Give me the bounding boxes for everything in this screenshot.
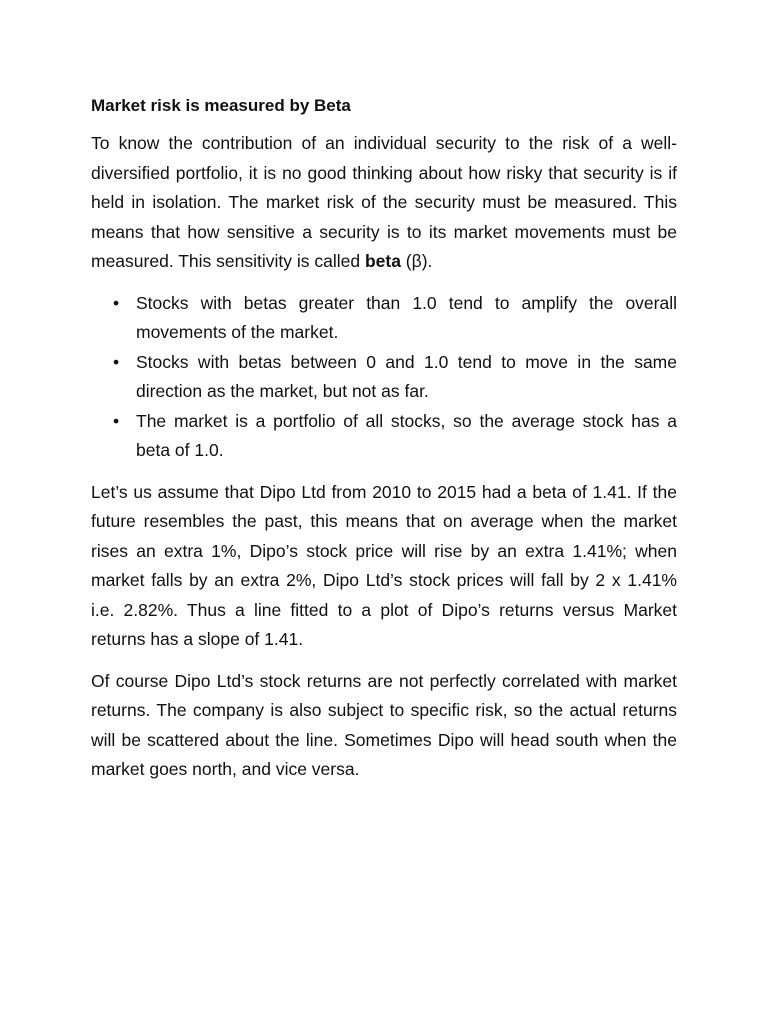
beta-term: beta bbox=[364, 251, 401, 271]
bullet-icon: • bbox=[113, 410, 120, 431]
intro-text: To know the contribution of an individual security to the risk of a well-diversified portfolio, it is no good thinking about how risky that security is if held in isolation. The market risk of the security must be measured. This means that how sensitive a security is to its market movements must be measured. This sensitivity is called bbox=[91, 133, 677, 271]
list-item bbox=[91, 407, 677, 466]
list-item-text: The market is a portfolio of all stocks, so the average stock has a beta of 1.0. bbox=[136, 410, 677, 460]
closing-paragraph: Of course Dipo Ltd’s stock returns are not perfectly correlated with market returns. The company is also subject to specific risk, so the actual returns will be scattered about the line. Sometimes Dipo will head south when the market goes north, and vice versa. bbox=[91, 670, 677, 779]
intro-paragraph bbox=[91, 129, 677, 277]
bullet-icon: • bbox=[113, 292, 120, 313]
list-item bbox=[91, 348, 677, 407]
list-item-text: Stocks with betas greater than 1.0 tend to amplify the overall movements of the market. bbox=[136, 292, 677, 342]
example-paragraph: Let’s us assume that Dipo Ltd from 2010 to 2015 had a beta of 1.41. If the future resembles the past, this means that on average when the market rises an extra 1%, Dipo’s stock price will rise by an extra 1.41%; when market falls by an extra 2%, Dipo Ltd’s stock prices will fall by 2 x 1.41% i.e. 2.82%. Thus a line fitted to a plot of Dipo’s returns versus Market returns has a slope of 1.41. bbox=[91, 481, 677, 649]
bullet-icon: • bbox=[113, 351, 120, 372]
list-item-text: Stocks with betas between 0 and 1.0 tend to move in the same direction as the market, but not as far. bbox=[136, 351, 677, 401]
list-item bbox=[91, 289, 677, 348]
intro-text-end: (β). bbox=[400, 251, 433, 271]
document-page bbox=[91, 94, 677, 797]
section-heading: Market risk is measured by Beta bbox=[91, 96, 351, 115]
bullet-list bbox=[91, 289, 677, 466]
